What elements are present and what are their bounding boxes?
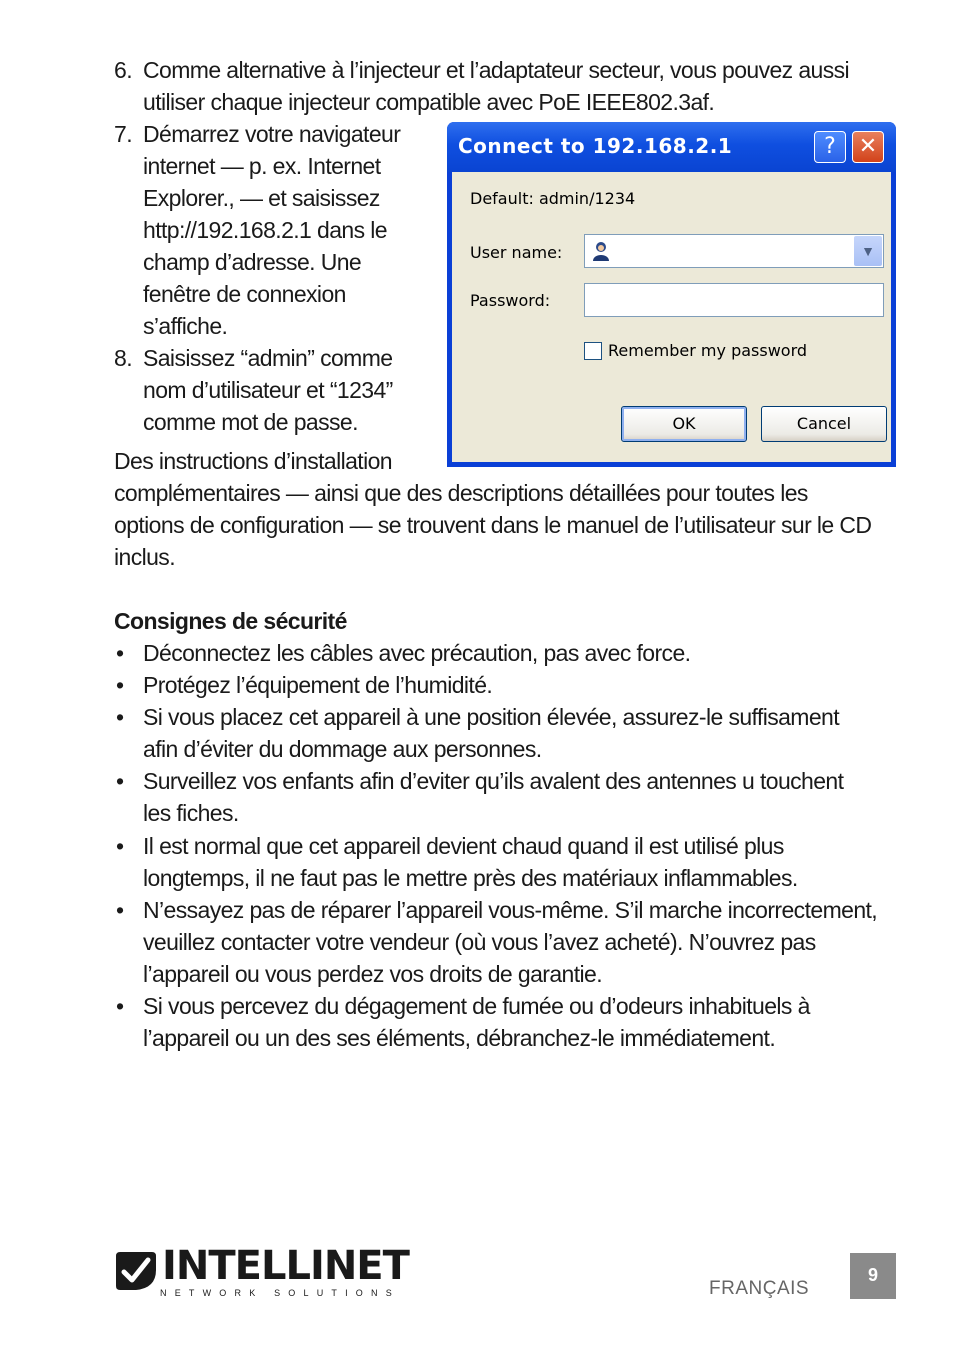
paragraph-line-2: complémentaires — ainsi que des descriptions détaillées pour toutes les xyxy=(114,480,808,506)
step-7-line-1: Démarrez votre navigateur xyxy=(143,121,401,147)
intellinet-logo xyxy=(114,1243,409,1303)
safety-item-7-line-1: Si vous percevez du dégagement de fumée ou d’odeurs inhabituels à xyxy=(143,993,810,1019)
step-7-number: 7. xyxy=(114,121,132,147)
bullet-icon: • xyxy=(116,768,124,794)
username-label: User name: xyxy=(470,243,563,262)
bullet-icon: • xyxy=(116,672,124,698)
chevron-down-icon: ▼ xyxy=(861,243,875,259)
paragraph-line-3: options de configuration — se trouvent dans le manuel de l’utilisateur sur le CD xyxy=(114,512,872,538)
safety-item-1-line-1: Déconnectez les câbles avec précaution, pas avec force. xyxy=(143,640,691,666)
dialog-titlebar xyxy=(447,122,896,172)
help-icon: ? xyxy=(824,134,836,159)
safety-item-6-line-1: N’essayez pas de réparer l’appareil vous-même. S’il marche incorrectement, xyxy=(143,897,878,923)
safety-item-4-line-1: Surveillez vos enfants afin d’eviter qu’ils avalent des antennes u touchent xyxy=(143,768,844,794)
page-number: 9 xyxy=(850,1253,896,1299)
cancel-button[interactable]: Cancel xyxy=(761,406,887,442)
step-7-line-2: internet — p. ex. Internet xyxy=(143,153,381,179)
safety-item-7-line-2: l’appareil ou un des ses éléments, débranchez-le immédiatement. xyxy=(143,1025,776,1051)
step-8-line-3: comme mot de passe. xyxy=(143,409,358,435)
step-8-line-2: nom d’utilisateur et “1234” xyxy=(143,377,393,403)
login-dialog xyxy=(447,122,896,467)
bullet-icon: • xyxy=(116,897,124,923)
logo-wordmark: INTELLINET xyxy=(162,1243,409,1289)
bullet-icon: • xyxy=(116,704,124,730)
safety-item-3-line-1: Si vous placez cet appareil à une position élevée, assurez-le suffisament xyxy=(143,704,840,730)
step-8-number: 8. xyxy=(114,345,132,371)
step-7-line-6: fenêtre de connexion xyxy=(143,281,346,307)
step-7-line-7: s’affiche. xyxy=(143,313,228,339)
step-6-number: 6. xyxy=(114,57,132,83)
dialog-title: Connect to 192.168.2.1 xyxy=(458,134,733,158)
close-button[interactable] xyxy=(852,131,884,163)
safety-item-5-line-1: Il est normal que cet appareil devient chaud quand il est utilisé plus xyxy=(143,833,784,859)
logo-tagline: NETWORK SOLUTIONS xyxy=(160,1288,400,1298)
safety-item-3-line-2: afin d’éviter du dommage aux personnes. xyxy=(143,736,542,762)
user-icon xyxy=(590,240,612,262)
safety-item-6-line-2: veuillez contacter votre vendeur (où vous l’avez acheté). N’ouvrez pas xyxy=(143,929,816,955)
paragraph-line-4: inclus. xyxy=(114,544,175,570)
safety-item-4-line-2: les fiches. xyxy=(143,800,239,826)
default-credentials-text: Default: admin/1234 xyxy=(470,189,636,208)
safety-item-6-line-3: l’appareil ou vous perdez vos droits de garantie. xyxy=(143,961,603,987)
close-icon: ✕ xyxy=(858,134,878,159)
ok-button[interactable]: OK xyxy=(621,406,747,442)
password-label: Password: xyxy=(470,291,551,310)
safety-heading: Consignes de sécurité xyxy=(114,608,347,634)
step-7-line-3: Explorer., — et saisissez xyxy=(143,185,380,211)
help-button[interactable] xyxy=(814,131,846,163)
username-combobox[interactable] xyxy=(584,234,884,268)
step-6-line-2: utiliser chaque injecteur compatible avec PoE IEEE802.3af. xyxy=(143,89,715,115)
bullet-icon: • xyxy=(116,833,124,859)
bullet-icon: • xyxy=(116,640,124,666)
password-input[interactable] xyxy=(584,283,884,317)
step-7-line-4: http://192.168.2.1 dans le xyxy=(143,217,387,243)
step-7-line-5: champ d’adresse. Une xyxy=(143,249,362,275)
dialog-body xyxy=(452,172,891,462)
username-dropdown-button[interactable] xyxy=(854,236,882,266)
bullet-icon: • xyxy=(116,993,124,1019)
safety-item-5-line-2: longtemps, il ne faut pas le mettre près des matériaux inflammables. xyxy=(143,865,798,891)
language-label: FRANÇAIS xyxy=(709,1278,810,1299)
remember-password-label: Remember my password xyxy=(608,341,808,360)
safety-item-2-line-1: Protégez l’équipement de l’humidité. xyxy=(143,672,493,698)
logo-check-icon xyxy=(114,1248,158,1292)
step-6-line-1: Comme alternative à l’injecteur et l’adaptateur secteur, vous pouvez aussi xyxy=(143,57,850,83)
step-8-line-1: Saisissez “admin” comme xyxy=(143,345,393,371)
paragraph-line-1: Des instructions d’installation xyxy=(114,448,392,474)
remember-password-checkbox[interactable] xyxy=(584,342,602,360)
